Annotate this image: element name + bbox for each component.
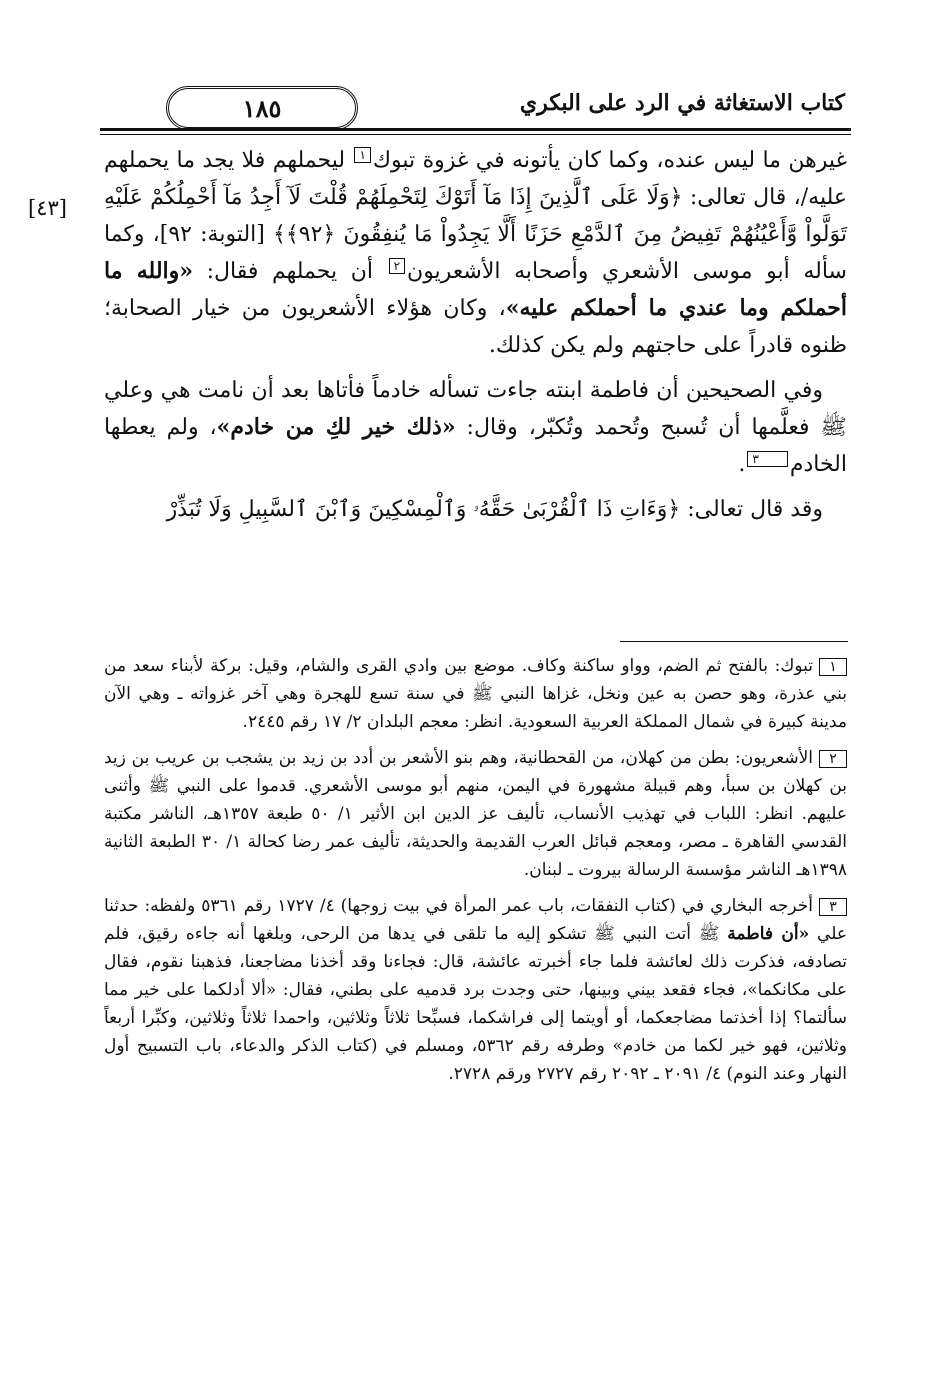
footnote-text: الأشعريون: بطن من كهلان، من القحطانية، وهم بنو الأشعر بن أدد بن زيد بن يشجب بن عريب بن زيد بن كهلان بن سبأ، وهم قبيلة مشهورة في اليمن، منهم أبو موسى الأشعري. قدموا على النبي ﷺ وأثنى عليهم. انظر: اللباب في تهذيب الأنساب، تأليف عز الدين ابن الأثير ١/ ٥٠ طبعة ١٣٥٧هـ، الناشر مكتبة القدسي القاهرة ـ مصر، ومعجم قبائل العرب القديمة والحديثة، تأليف عمر رضا كحالة ١/ ٣٠ الطبعة الثانية ١٣٩٨هـ الناشر مؤسسة الرسالة بيروت ـ لبنان. (104, 748, 847, 880)
hadith-quote: «ذلك خير لكِ من خادم» (216, 414, 456, 440)
manuscript-page-ref: [٤٣] (28, 196, 67, 220)
text-run: ليحملهم فلا يجد ما يحملهم عليه/، قال تعالى: (104, 148, 847, 210)
footnote-ref-1[interactable]: ١ (354, 147, 370, 163)
footnote-number: ١ (819, 658, 847, 676)
footnotes (104, 652, 847, 1096)
footnote-number: ٣ (819, 898, 847, 916)
paragraph-2 (104, 372, 847, 483)
paragraph-1 (104, 142, 847, 364)
text-run: وفي الصحيحين أن فاطمة ابنته جاءت تسأله خادماً فأتاها بعد أن نامت هي وعلي ﷺ فعلَّمها أن تُسبح وتُحمد وتُكبّر، وقال: (104, 378, 847, 440)
footnote-text: تبوك: بالفتح ثم الضم، وواو ساكنة وكاف. موضع بين وادي القرى والشام، وقيل: بركة لأبناء سعد من بني عذرة، وهو حصن به عين ونخل، غزاها النبي ﷺ في سنة تسع للهجرة وهي آخر غزواته ـ وهي الآن مدينة كبيرة في شمال المملكة العربية السعودية. انظر: معجم البلدان ٢/ ١٧ رقم ٢٤٤٥. (104, 656, 847, 732)
text-run: ، وكان هؤلاء الأشعريون من خيار الصحابة؛ ظنوه قادراً على حاجتهم ولم يكن كذلك. (104, 296, 847, 358)
footnote-ref-3[interactable]: ٣ (747, 451, 787, 467)
text-run: ، ولم يعطها الخادم (104, 415, 847, 477)
footnote-1 (104, 652, 847, 736)
text-run: . (738, 452, 746, 477)
hadith-quote: «والله ما أحملكم وما عندي ما أحملكم عليه» (104, 258, 848, 321)
footnote-2 (104, 744, 847, 884)
header-rule (100, 128, 851, 131)
page-header (100, 86, 851, 132)
footnote-3 (104, 892, 847, 1088)
book-title: كتاب الاستغاثة في الرد على البكري (519, 90, 845, 116)
text-run: أن يحملهم فقال: (193, 259, 387, 284)
header-rule-thin (100, 134, 851, 135)
main-text (104, 142, 847, 536)
page-number: ١٨٥ (166, 86, 358, 130)
text-run: وقد قال تعالى: (680, 497, 823, 522)
quran-verse: ﴿وَلَا عَلَى ٱلَّذِينَ إِذَا مَآ أَتَوْكَ لِتَحْمِلَهُمْ قُلْتَ لَآ أَجِدُ مَآ أَحْمِلُكُمْ عَلَيْهِ تَوَلَّواْ وَّأَعْيُنُهُمْ تَفِيضُ مِنَ ٱلدَّمْعِ حَزَنًا أَلَّا يَجِدُواْ مَا يُنفِقُونَ ﴿٩٢﴾﴾ (104, 185, 847, 247)
footnote-text: أخرجه البخاري في (كتاب النفقات، باب عمر المرأة في بيت زوجها) ٤/ ١٧٢٧ رقم ٥٣٦١ ولفظه: حدثنا علي (104, 896, 847, 944)
footnote-number: ٢ (819, 750, 847, 768)
footnote-bold: «أن فاطمة (727, 924, 810, 944)
quran-verse: ﴿وَءَاتِ ذَا ٱلْقُرْبَىٰ حَقَّهُۥ وَٱلْمِسْكِينَ وَٱبْنَ ٱلسَّبِيلِ وَلَا تُبَذِّرْ (166, 497, 681, 522)
paragraph-3 (104, 491, 847, 528)
footnote-ref-2[interactable]: ٢ (389, 258, 405, 274)
text-run: [التوبة: ٩٢]، وكما سأله أبو موسى الأشعري وأصحابه الأشعريون (104, 222, 847, 284)
footnote-text: ﷺ أتت النبي ﷺ تشكو إليه ما تلقى في يدها من الرحى، وبلغها أنه جاءه رقيق، فلم تصادفه، فذكرت ذلك لعائشة فلما جاء أخبرته عائشة، قال: فجاءنا وقد أخذنا مضاجعنا، فذهبنا نقوم، فقال على مكانكما»، فجاء فقعد بيني وبينها، حتى وجدت برد قدميه على بطني، فقال: «ألا أدلكما على خير مما سألتما؟ إذا أخذتما مضاجعكما، أو أويتما إلى فراشكما، فسبِّحا ثلاثاً وثلاثين، واحمدا ثلاثاً وثلاثين، وكبِّرا أربعاً وثلاثين، فهو خير لكما من خادم» وطرفه رقم ٥٣٦٢، ومسلم في (كتاب الذكر والدعاء، باب التسبيح أول النهار وعند النوم) ٤/ ٢٠٩١ ـ ٢٠٩٢ رقم ٢٧٢٧ ورقم ٢٧٢٨. (104, 924, 847, 1084)
text-run: غيرهن ما ليس عنده، وكما كان يأتونه في غزوة تبوك (372, 148, 847, 173)
footnote-separator (620, 641, 848, 642)
